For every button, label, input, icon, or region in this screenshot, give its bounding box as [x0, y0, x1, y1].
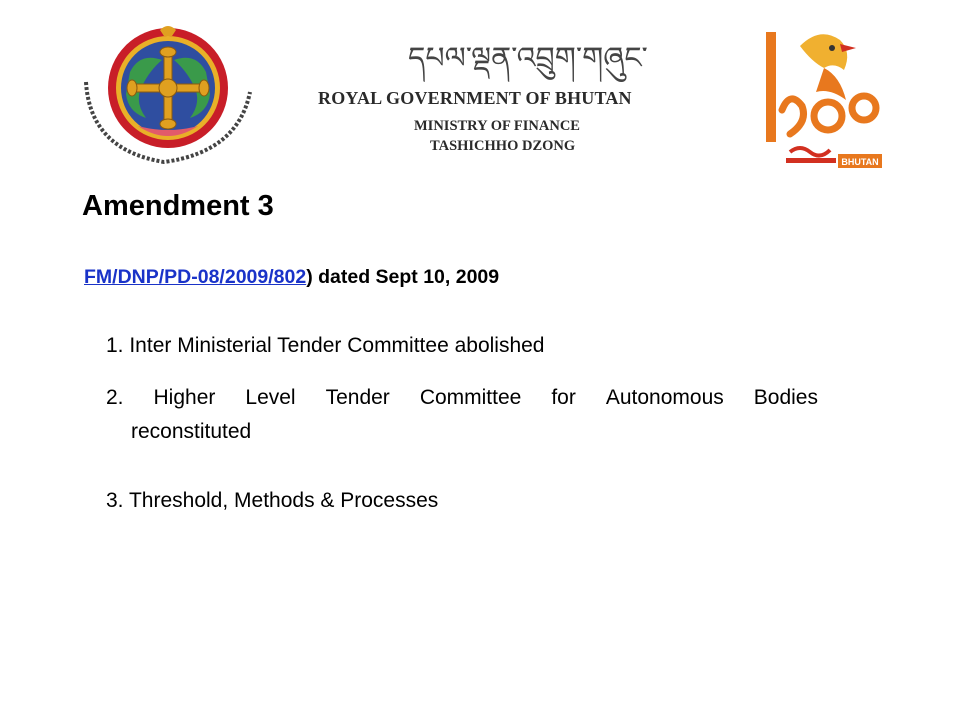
bhutan-national-emblem-icon	[72, 22, 258, 172]
dzongkha-text: དཔལ་ལྡན་འབྲུག་གཞུང་།	[408, 41, 648, 76]
office-location: TASHICHHO DZONG	[430, 138, 576, 154]
ministry-name: MINISTRY OF FINANCE	[414, 118, 580, 134]
dzongkha-header-line	[408, 30, 648, 82]
list-item: 3. Threshold, Methods & Processes	[106, 489, 439, 512]
bhutan-centenary-logo-icon	[760, 26, 886, 176]
list-item-line-justified: 2. Higher Level Tender Committee for Autonomous Bodies	[106, 386, 818, 409]
list-item: 1. Inter Ministerial Tender Committee abolished	[106, 334, 545, 357]
reference-line	[84, 266, 499, 289]
slide-title: Amendment 3	[82, 190, 274, 222]
list-item	[106, 381, 818, 449]
list-item-continuation: reconstituted	[131, 420, 252, 443]
government-name: ROYAL GOVERNMENT OF BHUTAN	[318, 88, 632, 108]
centenary-label: BHUTAN	[841, 157, 879, 167]
reference-link[interactable]: FM/DNP/PD-08/2009/802	[84, 266, 307, 288]
reference-date: ) dated Sept 10, 2009	[306, 266, 500, 288]
